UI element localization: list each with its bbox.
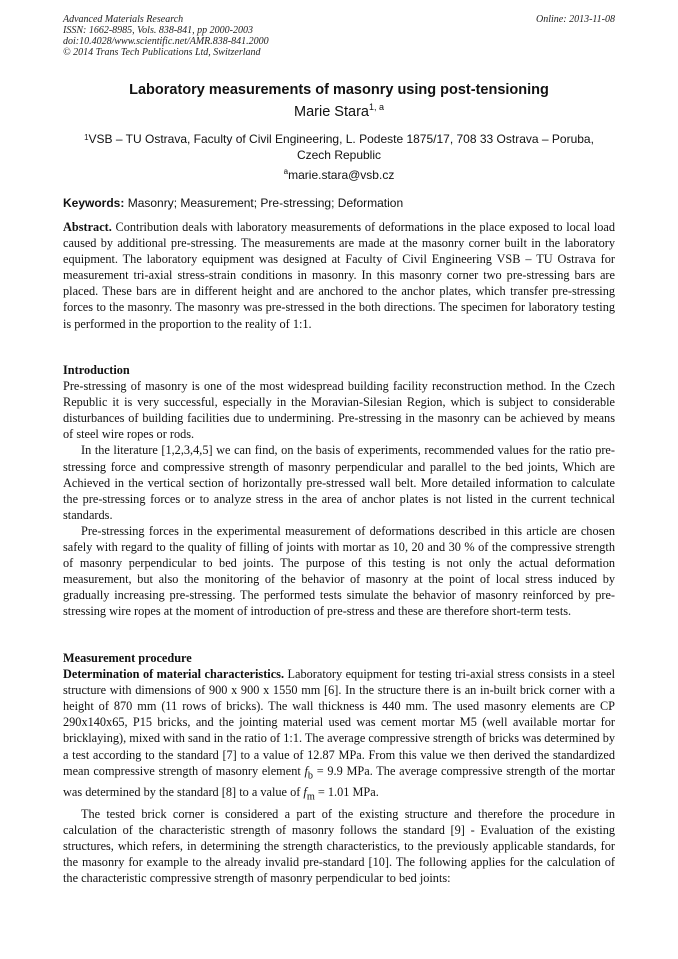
fm-subscript: m <box>306 791 315 803</box>
keywords-label: Keywords: <box>63 196 125 210</box>
copyright-line: © 2014 Trans Tech Publications Ltd, Switzerland <box>63 47 261 58</box>
affiliation <box>80 131 598 163</box>
fm-symbol: f <box>303 785 307 800</box>
doi-line[interactable]: doi:10.4028/www.scientific.net/AMR.838-841.2000 <box>63 36 269 47</box>
fb-subscript: b <box>307 770 314 782</box>
email-line <box>0 168 678 182</box>
material-characteristics-runin: Determination of material characteristics. <box>63 667 285 682</box>
measurement-text-a: Laboratory equipment for testing tri-axial stress consists in a steel structure with dimensions of 900 x 900 x 1550 mm [6]. In the structure there is an in-built brick corner with a height of 870 mm (11 rows of bricks). The wall thickness is 440 mm. The used masonry elements are CP 290x140x65, P15 bricks, and the jointing material used was cement mortar M5 (well available mortar for bricklaying), mixed with sand in the ratio of 1:1. The average compressive strength of bricks was determined by a test according to the standard [7] to a value of 12.87 MPa. From this value we then derived the standardized mean compressive strength of masonry element <box>63 667 615 778</box>
email-address[interactable]: marie.stara@vsb.cz <box>288 168 395 182</box>
intro-paragraph-2: In the literature [1,2,3,4,5] we can find, on the basis of experiments, recommended values for the ratio pre-stressing force and compressive strength of masonry perpendicular and parallel to the bed joints, Which are Achieved in the vertical section of horizontally pre-stressed wall belt. More detailed information to calculate the pre-stressing forces or to analyze stress in the area of anchor plates is not listed in the current technical standards. <box>63 443 615 522</box>
abstract-section <box>63 219 615 332</box>
abstract-text: Contribution deals with laboratory measurements of deformations in the place exposed to local load caused by additional pre-stressing. The measurements are made at the masonry corner built in the laboratory equipment. The laboratory equipment was designed at Faculty of Civil Engineering VSB – TU Ostrava for measurement tri-axial stress-strain conditions in masonry. In this masonry corner two pre-stressing bars are placed. These bars are in different height and are anchored to the anchor plates, which transfer pre-stressing forces to the masonry. The masonry was pre-stressed in the both directions. The specimen for laboratory testing is performed in the proportion to the reality of 1:1. <box>63 220 616 331</box>
measurement-text-c: = 1.01 MPa. <box>317 785 379 800</box>
online-date: Online: 2013-11-08 <box>536 14 615 25</box>
measurement-paragraph-1 <box>63 666 615 806</box>
author-line <box>0 104 678 120</box>
introduction-heading: Introduction <box>63 363 130 377</box>
measurement-text-b: = 9.9 MPa. The average compressive strength of the mortar was determined by the standard [8] to a value of <box>63 763 616 800</box>
abstract-label: Abstract. <box>63 220 112 234</box>
journal-header <box>63 14 615 58</box>
intro-paragraph-1: Pre-stressing of masonry is one of the most widespread building facility reconstruction method. In the Czech Republic it is very successful, especially in the Moravian-Silesian Region, which is subject to considerable disturbances of building facilities due to undermining. Pre-stressing in the masonry can be achieved by means of steel wire ropes or rods. <box>63 379 615 442</box>
author-name: Marie Stara <box>294 104 369 120</box>
paper-title: Laboratory measurements of masonry using post-tensioning <box>129 82 549 98</box>
affiliation-text: VSB – TU Ostrava, Faculty of Civil Engineering, L. Podeste 1875/17, 708 33 Ostrava – Poruba, Czech Republic <box>88 132 594 162</box>
introduction-section <box>63 362 615 620</box>
author-sup: 1, a <box>368 102 384 112</box>
journal-name: Advanced Materials Research <box>63 14 184 25</box>
keywords <box>63 196 615 210</box>
keywords-text: Masonry; Measurement; Pre-stressing; Deformation <box>127 196 404 210</box>
email-sup: a <box>283 167 289 176</box>
fb-symbol: f <box>304 763 308 778</box>
intro-paragraph-3: Pre-stressing forces in the experimental measurement of deformations described in this article are chosen safely with regard to the quality of filling of joints with mortar as 10, 20 and 30 % of the compressive strength of masonry perpendicular to bed joints. The purpose of this testing is not only the actual deformation measurement, but also the monitoring of the behavior of masonry at the point of local stress induced by gradually increasing pre-stressing. The performed tests simulate the behavior of masonry reinforced by pre-stressing wire ropes at the moment of introduction of pre-stress and these are therefore short-term tests. <box>63 523 615 619</box>
measurement-paragraph-2: The tested brick corner is considered a part of the existing structure and therefore the procedure in calculation of the characteristic strength of masonry follows the standard [9] - Evaluation of the existing structures, which refers, in determining the strength characteristics, to the previously applicable standards, for the masonry for example to the already invalid pre-standard [10]. The following applies for the calculation of the characteristic compressive strength of masonry perpendicular to bed joints: <box>63 806 615 886</box>
measurement-heading: Measurement procedure <box>63 651 192 665</box>
issn-line: ISSN: 1662-8985, Vols. 838-841, pp 2000-2003 <box>63 25 253 36</box>
measurement-section <box>63 650 615 886</box>
affiliation-sup: 1 <box>84 133 89 142</box>
